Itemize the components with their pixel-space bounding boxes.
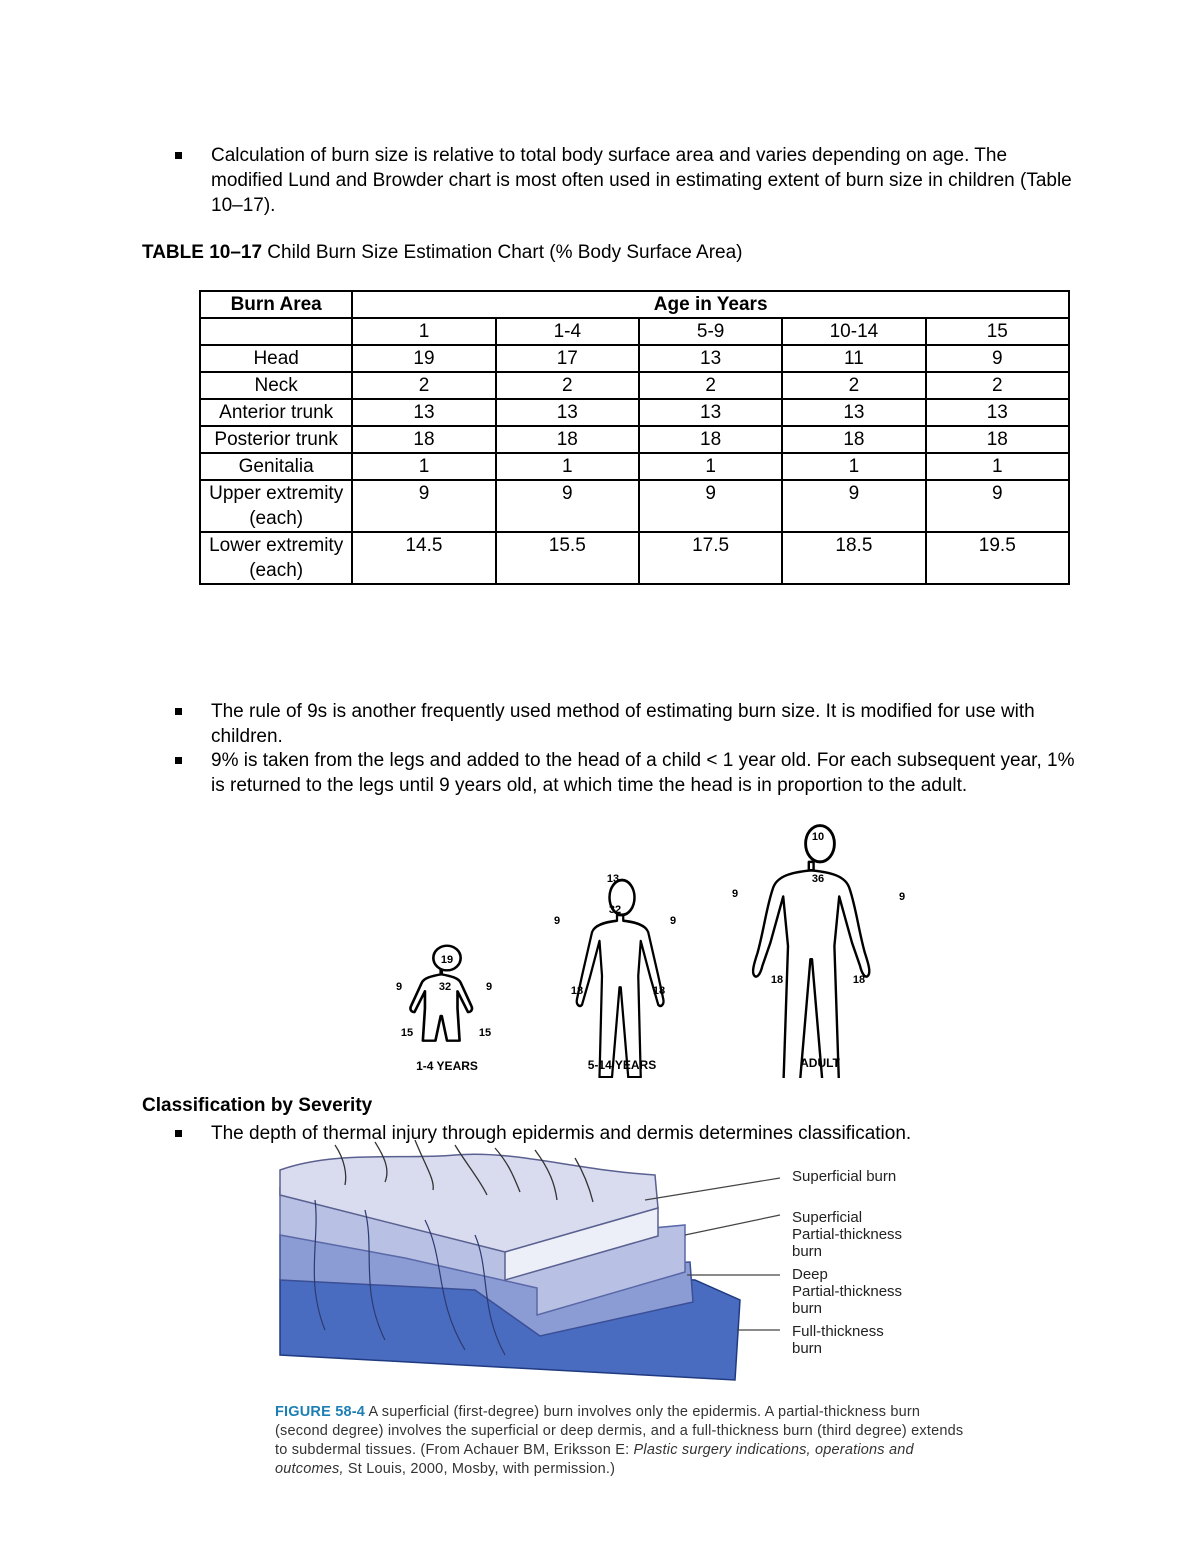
label-line: burn [792,1243,823,1260]
youth-arm-left-value: 9 [553,915,561,927]
adult-arm-left-value: 9 [731,888,739,900]
label-superficial-partial [792,1209,902,1260]
value-cell: 2 [926,372,1069,399]
area-cell: Lower extremity (each) [200,532,352,584]
bullet-square-icon [175,699,183,707]
table-row [200,532,1069,584]
area-cell: Anterior trunk [200,399,352,426]
child-arm-left-value: 9 [395,981,403,993]
label-line: Full-thickness [792,1323,884,1340]
youth-trunk-value: 32 [608,904,622,916]
value-cell: 15.5 [496,532,639,584]
value-cell: 9 [352,480,495,532]
value-cell: 1 [782,453,925,480]
value-cell: 18 [496,426,639,453]
intro-bullet-text: Calculation of burn size is relative to total body surface area and varies depending on age. The modified Lund and Browder chart is most often used in estimating extent of burn size in children (Table 10–17). [211,145,1072,216]
table-row [200,453,1069,480]
intro-bullet [175,143,1075,218]
value-cell: 19.5 [926,532,1069,584]
value-cell: 2 [639,372,782,399]
value-cell: 18.5 [782,532,925,584]
area-cell: Posterior trunk [200,426,352,453]
value-cell: 11 [782,345,925,372]
value-cell: 1 [352,453,495,480]
value-cell: 18 [926,426,1069,453]
label-deep-partial [792,1266,902,1317]
value-cell: 9 [782,480,925,532]
section-title: Classification by Severity [142,1095,373,1116]
adult-label: ADULT [800,1056,840,1070]
severity-bullet-text: The depth of thermal injury through epidermis and dermis determines classification. [211,1123,912,1144]
youth-leg-right-value: 18 [652,985,666,997]
figure-caption-label: FIGURE 58-4 [275,1404,366,1420]
label-line: burn [792,1340,823,1357]
bullet-square-icon [175,143,183,151]
label-line: Partial-thickness [792,1226,903,1243]
value-cell: 13 [782,399,925,426]
table-ages-row [200,318,1069,345]
value-cell: 2 [352,372,495,399]
table-row [200,345,1069,372]
value-cell: 1 [496,453,639,480]
age-cell: 1-4 [496,318,639,345]
age-cell: 15 [926,318,1069,345]
rule-of-nines-bullet [175,699,1075,749]
value-cell: 13 [639,399,782,426]
age-cell: 10-14 [782,318,925,345]
adult-leg-left-value: 18 [770,974,784,986]
table-row [200,399,1069,426]
adult-leg-right-value: 18 [852,974,866,986]
value-cell: 19 [352,345,495,372]
table-caption-label: TABLE 10–17 [142,242,263,263]
table-row [200,372,1069,399]
table-header-row [200,291,1069,318]
child-age-label: 1-4 YEARS [416,1059,478,1073]
adult-head-value: 10 [811,831,825,843]
figure-adult [753,826,869,1078]
label-line: Partial-thickness [792,1283,903,1300]
head-adjustment-bullet [175,748,1075,798]
figure-caption-text: A superficial (first-degree) burn involves only the epidermis. A partial-thickness burn (second degree) involves the superficial or deep dermis, and a full-thickness burn (third degree) extends to subdermal tissues. (From Achauer BM, Eriksson E: [275,1404,964,1458]
child-trunk-value: 32 [438,981,452,993]
child-arm-right-value: 9 [485,981,493,993]
table-row [200,480,1069,532]
value-cell: 17 [496,345,639,372]
value-cell: 9 [926,345,1069,372]
header-age-in-years: Age in Years [352,291,1069,318]
value-cell: 2 [782,372,925,399]
label-line: Deep [792,1266,828,1283]
child-leg-right-value: 15 [478,1027,492,1039]
rule-of-nines-text: The rule of 9s is another frequently used method of estimating burn size. It is modified for use with children. [211,701,1035,747]
youth-age-label: 5-14 YEARS [587,1058,657,1072]
value-cell: 2 [496,372,639,399]
child-leg-left-value: 15 [400,1027,414,1039]
adult-trunk-value: 36 [811,873,825,885]
figure-caption-italic: Plastic surgery indications, operations and outcomes, [275,1442,914,1477]
value-cell: 9 [926,480,1069,532]
value-cell: 18 [782,426,925,453]
area-cell: Head [200,345,352,372]
table-row [200,426,1069,453]
value-cell: 9 [639,480,782,532]
area-cell: Neck [200,372,352,399]
value-cell: 14.5 [352,532,495,584]
adult-arm-right-value: 9 [898,891,906,903]
youth-arm-right-value: 9 [669,915,677,927]
child-head-value: 19 [440,954,454,966]
rule-of-nines-figure [385,818,925,1078]
ages-row-empty-cell [200,318,352,345]
figure-caption-tail: St Louis, 2000, Mosby, with permission.) [343,1461,616,1477]
table-caption [142,242,743,264]
value-cell: 13 [496,399,639,426]
label-line: Superficial [792,1209,863,1226]
area-cell: Genitalia [200,453,352,480]
value-cell: 13 [639,345,782,372]
age-cell: 1 [352,318,495,345]
label-full-thickness [792,1323,884,1357]
value-cell: 9 [496,480,639,532]
value-cell: 1 [639,453,782,480]
label-superficial-burn: Superficial burn [792,1168,897,1185]
value-cell: 17.5 [639,532,782,584]
header-burn-area: Burn Area [200,291,352,318]
youth-head-value: 13 [606,873,620,885]
value-cell: 18 [639,426,782,453]
youth-leg-left-value: 18 [570,985,584,997]
value-cell: 1 [926,453,1069,480]
area-cell: Upper extremity (each) [200,480,352,532]
skin-layers-figure [275,1140,795,1390]
age-cell: 5-9 [639,318,782,345]
value-cell: 13 [352,399,495,426]
bullet-square-icon [175,1121,183,1129]
label-line: burn [792,1300,823,1317]
value-cell: 13 [926,399,1069,426]
value-cell: 18 [352,426,495,453]
table-caption-text: Child Burn Size Estimation Chart (% Body Surface Area) [262,242,743,263]
figure-caption [275,1403,965,1479]
bullet-square-icon [175,748,183,756]
head-adjustment-text: 9% is taken from the legs and added to the head of a child < 1 year old. For each subsequent year, 1% is returned to the legs until 9 years old, at which time the head is in proportion to the adult. [211,750,1075,796]
burn-size-table [199,290,1070,585]
